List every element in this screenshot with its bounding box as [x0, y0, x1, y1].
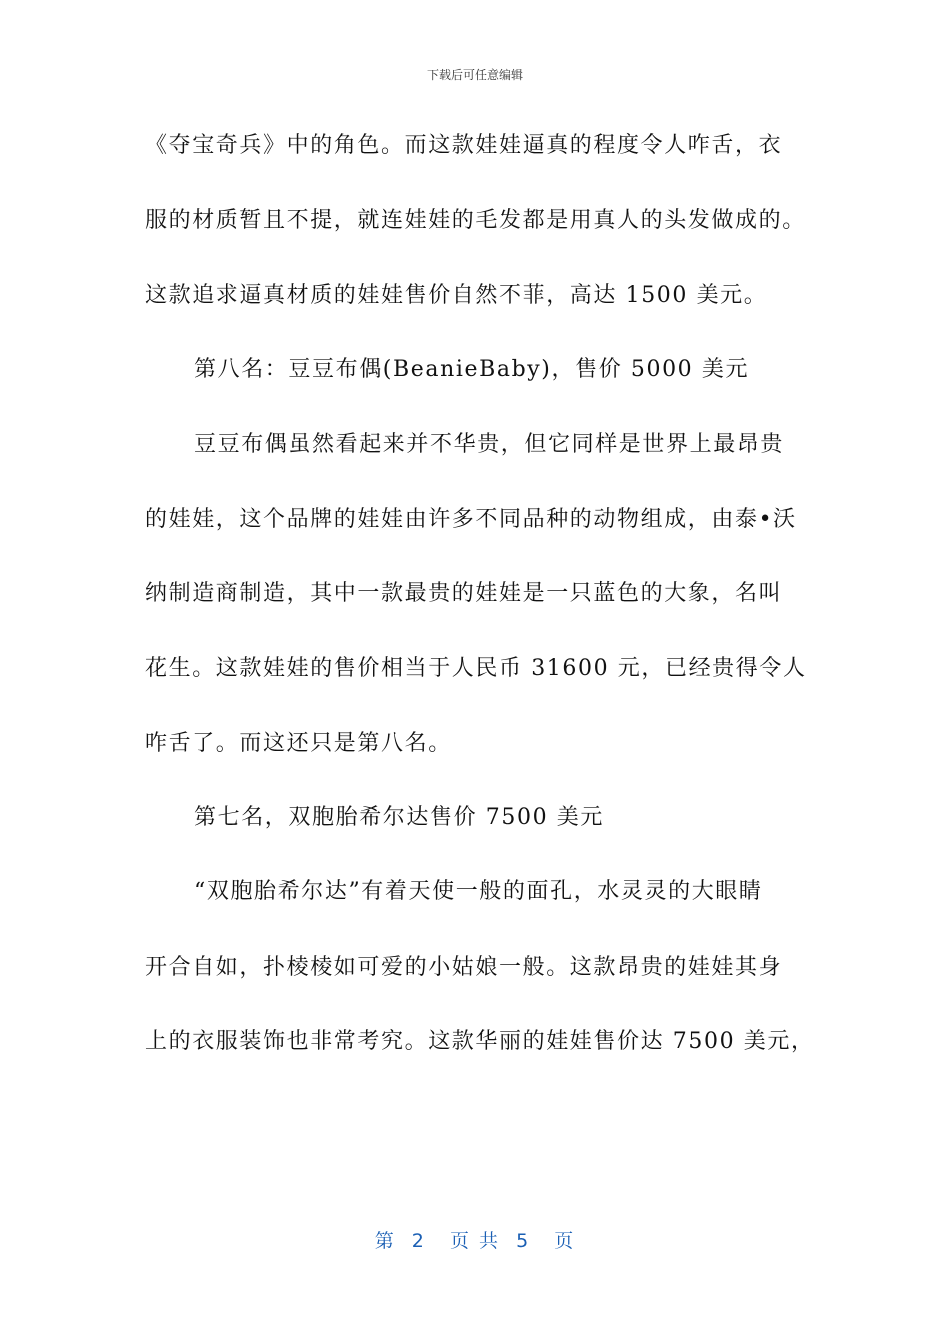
body-line: 这款追求逼真材质的娃娃售价自然不菲，高达 1500 美元。: [145, 283, 768, 308]
body-line: 咋舌了。而这还只是第八名。: [145, 731, 452, 756]
body-line: 《夺宝奇兵》中的角色。而这款娃娃逼真的程度令人咋舌，衣: [145, 133, 783, 158]
body-line: “双胞胎希尔达”有着天使一般的面孔，水灵灵的大眼睛: [194, 879, 763, 904]
body-line: 豆豆布偶虽然看起来并不华贵，但它同样是世界上最昂贵: [194, 432, 785, 457]
body-line: 纳制造商制造，其中一款最贵的娃娃是一只蓝色的大象，名叫: [145, 581, 783, 606]
section-heading: 第八名：豆豆布偶(BeanieBaby)，售价 5000 美元: [194, 357, 750, 382]
body-line: 上的衣服装饰也非常考究。这款华丽的娃娃售价达 7500 美元，: [145, 1029, 815, 1054]
body-line: 的娃娃，这个品牌的娃娃由许多不同品种的动物组成，由泰•沃: [145, 507, 797, 532]
body-line: 服的材质暂且不提，就连娃娃的毛发都是用真人的头发做成的。: [145, 208, 806, 233]
header-note: 下载后可任意编辑: [426, 68, 523, 82]
body-line: 花生。这款娃娃的售价相当于人民币 31600 元，已经贵得令人: [145, 656, 807, 681]
page-number: 第 2 页 共 5 页: [374, 1230, 576, 1252]
body-line: 开合自如，扑棱棱如可爱的小姑娘一般。这款昂贵的娃娃其身: [145, 955, 783, 980]
section-heading: 第七名，双胞胎希尔达售价 7500 美元: [194, 805, 604, 830]
